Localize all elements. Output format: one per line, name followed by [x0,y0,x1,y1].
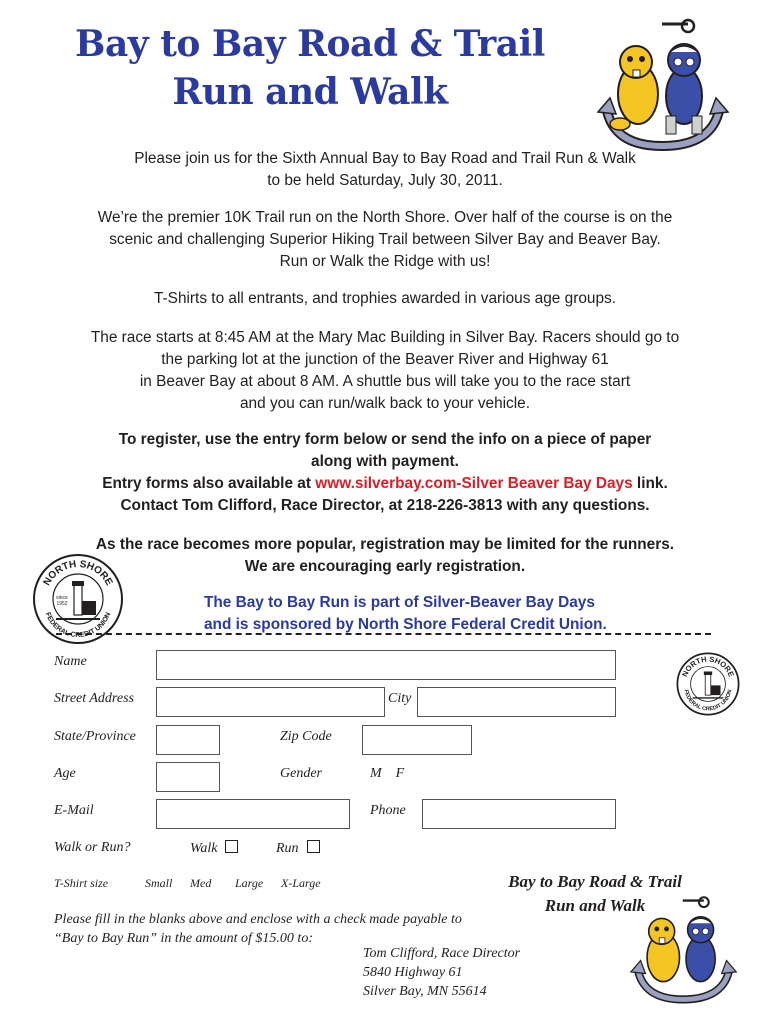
intro-text: T-Shirts to all entrants, and trophies awarded in various age groups. [154,290,616,307]
walk-option[interactable] [190,840,238,857]
tshirt-med[interactable]: Med [190,876,212,890]
anchor-icon [631,897,736,999]
walk-or-run-label: Walk or Run? [54,840,131,855]
age-field[interactable] [156,762,220,792]
zip-field[interactable] [362,725,472,755]
tshirt-large[interactable]: Large [235,876,264,890]
register-text: along with payment. [311,453,459,470]
footer-event-line: Bay to Bay Road & Trail [508,872,682,891]
logo-since: since [56,595,68,601]
gender-label: Gender [280,766,322,781]
register-link-line [40,473,730,495]
phone-field[interactable] [422,799,616,829]
email-field[interactable] [156,799,350,829]
register-text: link. [632,475,668,492]
logo-top-text: NORTH SHORE [41,558,115,588]
intro-paragraph-2 [40,207,730,273]
intro-text: the parking lot at the junction of the Beaver River and Highway 61 [161,351,609,368]
intro-paragraph-4 [40,327,730,415]
street-address-field[interactable] [156,687,385,717]
logo-bottom-text: FEDERAL CREDIT UNION [682,689,734,713]
beaver-mascot-icon [647,918,679,981]
beaver-mascot-icon [610,46,658,130]
register-text: Entry forms also available at [102,475,316,492]
title-line-1: Bay to Bay Road & Trail [75,23,545,65]
instruction-line: “Bay to Bay Run” in the amount of $15.00 to: [54,931,313,946]
register-text: Contact Tom Clifford, Race Director, at 218-226-3813 with any questions. [120,497,650,514]
intro-text: Please join us for the Sixth Annual Bay to Bay Road and Trail Run & Walk [134,150,636,167]
age-label: Age [54,766,76,781]
walk-checkbox[interactable] [225,840,238,853]
walk-label: Walk [190,841,218,856]
payment-instructions [54,910,462,948]
logo-bottom-text: FEDERAL CREDIT UNION [43,611,113,640]
state-field[interactable] [156,725,220,755]
intro-text: We’re the premier 10K Trail run on the North Shore. Over half of the course is on the [97,209,673,226]
north-shore-logo-small [676,652,740,716]
silverbay-link[interactable]: www.silverbay.com-Silver Beaver Bay Days [315,475,633,492]
logo-year: 1952 [56,601,68,607]
address-line: Tom Clifford, Race Director [363,946,521,961]
sponsor-text [204,592,607,636]
tshirt-xlarge[interactable]: X-Large [281,876,321,890]
intro-text: scenic and challenging Superior Hiking Trail between Silver Bay and Beaver Bay. [109,231,661,248]
title-line-2: Run and Walk [172,71,448,113]
intro-paragraph-1 [40,148,730,192]
instruction-line: Please fill in the blanks above and enclose with a check made payable to [54,912,462,927]
name-label: Name [54,654,87,669]
address-line: Silver Bay, MN 55614 [363,984,487,999]
popular-text: As the race becomes more popular, registration may be limited for the runners. [95,536,675,553]
zip-label: Zip Code [280,729,332,744]
phone-label: Phone [370,803,406,818]
tshirt-size-label: T-Shirt size [54,876,109,890]
popular-text: We are encouraging early registration. [244,558,526,575]
footer-event-line: Run and Walk [544,896,646,915]
mascot-anchor-illustration-small [626,888,746,1012]
run-checkbox[interactable] [307,840,320,853]
street-address-label: Street Address [54,691,134,706]
intro-text: and you can run/walk back to your vehicle. [239,395,531,412]
mailing-address [363,944,520,1001]
north-shore-logo [32,553,124,645]
intro-text: to be held Saturday, July 30, 2011. [267,172,503,189]
early-registration-note [40,534,730,578]
run-option[interactable] [276,840,320,857]
mascot-anchor-illustration [592,14,740,156]
run-label: Run [276,841,299,856]
address-line: 5840 Highway 61 [363,965,463,980]
runner-mascot-icon [686,917,715,982]
runner-mascot-icon [666,44,702,134]
name-field[interactable] [156,650,616,680]
city-field[interactable] [417,687,616,717]
intro-text: in Beaver Bay at about 8 AM. A shuttle bus will take you to the race start [139,373,631,390]
cut-line-divider [56,633,711,635]
gender-options[interactable]: M F [370,766,405,781]
email-label: E-Mail [54,803,94,818]
page-title [60,20,560,116]
tshirt-small[interactable]: Small [145,876,173,890]
intro-text: The race starts at 8:45 AM at the Mary Mac Building in Silver Bay. Racers should go to [90,329,680,346]
sponsor-line: and is sponsored by North Shore Federal Credit Union. [204,616,607,633]
intro-text: Run or Walk the Ridge with us! [279,253,491,270]
state-label: State/Province [54,729,136,744]
register-text: To register, use the entry form below or send the info on a piece of paper [118,431,652,448]
sponsor-line: The Bay to Bay Run is part of Silver-Beaver Bay Days [204,594,595,611]
intro-paragraph-3 [40,288,730,310]
logo-top-text: NORTH SHORE [680,654,736,679]
city-label: City [388,691,412,706]
registration-info [40,429,730,517]
